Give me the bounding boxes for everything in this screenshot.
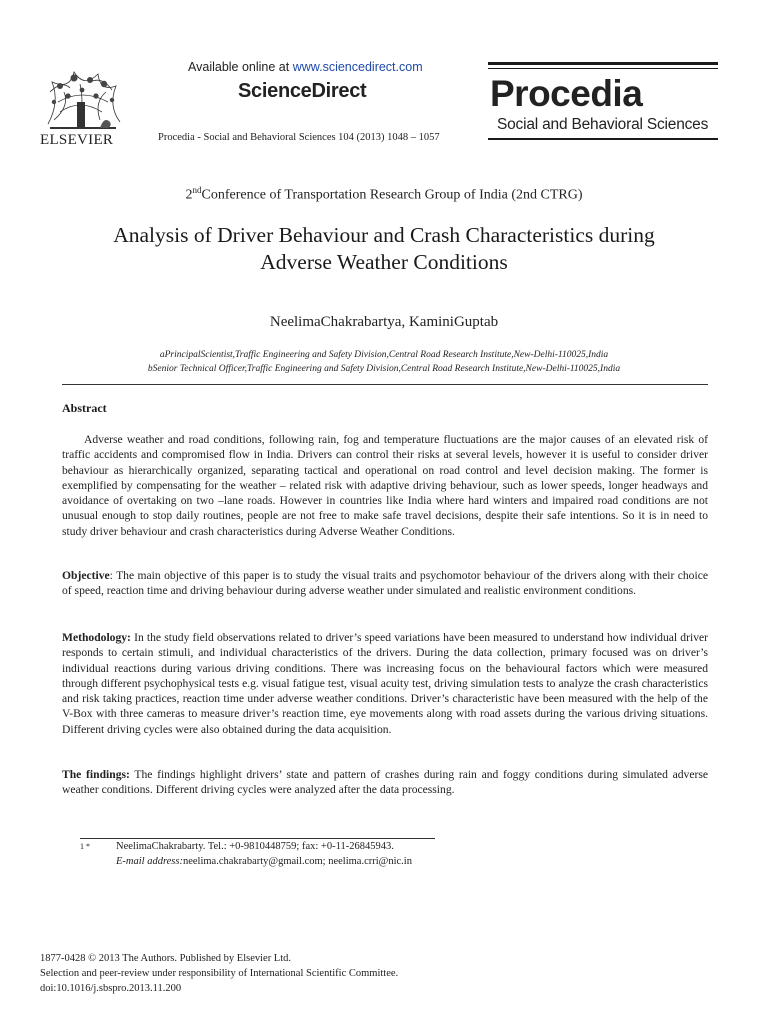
procedia-subtitle: Social and Behavioral Sciences (497, 116, 709, 133)
footnote-contact: NeelimaChakrabarty. Tel.: +0-9810448759; fax: +0-11-26845943. (116, 841, 394, 852)
methodology-paragraph (62, 630, 708, 737)
conference-ordinal-number: 2 (185, 187, 193, 203)
doi-line: doi:10.1016/j.sbspro.2013.11.200 (40, 983, 182, 994)
procedia-top-thin-rule (488, 68, 718, 69)
conference-ordinal-suffix: nd (192, 185, 202, 195)
title-divider (62, 384, 708, 385)
findings-label: The findings: (62, 768, 130, 781)
elsevier-wordmark: ELSEVIER (40, 132, 114, 148)
affiliation-b: bSenior Technical Officer,Traffic Engineering and Safety Division,Central Road Research Institute,New-Delhi-110025,India (147, 364, 621, 374)
footnote-email-value: neelima.chakrabarty@gmail.com; neelima.crri@nic.in (182, 856, 412, 867)
conference-name: Conference of Transportation Research Group of India (2nd CTRG) (201, 187, 583, 203)
footnote-marker: 1 * (80, 842, 90, 851)
abstract-intro-paragraph: Adverse weather and road conditions, following rain, fog and temperature fluctuations are the major causes of an elevated risk of traffic accidents and compromised flow in India. Drivers can control their risks at several levels, however it is useful to consider driver behaviour as hierarchically organized, separating tactical and operational on road control and level decision making. The former is exemplified by compensating for the weather – related risk with adaptive driving behaviour, such as lower speeds, longer headways and avoidance of overtaking on two –lane roads. However in countries like India where hard winters and impaired road conditions are not unusual enough to stop daily routines, people are not free to make safe travel decisions, despite their safe intentions. So it is in need to study driver behaviour and crash characteristics during Adverse Weather Conditions. (62, 433, 708, 538)
objective-label: Objective (62, 569, 110, 582)
objective-text: : The main objective of this paper is to study the visual traits and psychomotor behaviour of the drivers along with their choice of speed, reaction time and driving behaviour during adverse weather under simulated and realistic environment conditions. (62, 569, 708, 598)
affiliation-a: aPrincipalScientist,Traffic Engineering and Safety Division,Central Road Research Institute,New-Delhi-110025,India (159, 350, 609, 360)
findings-text: The findings highlight drivers’ state and pattern of crashes during rain and foggy conditions during simulated adverse weather conditions. Different driving cycles were analyzed after the data processing. (62, 768, 708, 797)
paper-title-line-2: Adverse Weather Conditions (260, 250, 508, 274)
available-online-prefix: Available online at (188, 60, 293, 74)
copyright-line: 1877-0428 © 2013 The Authors. Published by Elsevier Ltd. (40, 953, 292, 964)
objective-paragraph (62, 568, 708, 599)
peer-review-line: Selection and peer-review under responsibility of International Scientific Committee. (40, 968, 399, 979)
sciencedirect-wordmark: ScienceDirect (238, 80, 367, 102)
paper-title (40, 222, 728, 276)
available-online-line (188, 60, 423, 74)
sciencedirect-link[interactable]: www.sciencedirect.com (292, 60, 423, 74)
footnote-email (116, 856, 412, 867)
conference-line (0, 185, 768, 204)
procedia-wordmark: Procedia (490, 73, 643, 114)
paper-title-line-1: Analysis of Driver Behaviour and Crash Characteristics during (113, 223, 655, 247)
footnote-email-label: E-mail address: (116, 856, 183, 867)
methodology-label: Methodology: (62, 631, 131, 644)
procedia-top-rule (488, 62, 718, 65)
methodology-text: In the study field observations related to driver’s speed variations have been measured to understand how individual driver responds to certain stimuli, and individual characteristics of the drivers. During the data collection, primary focused was on driver’s individual reactions during various driving conditions. There was increasing focus on the behavioural factors which were measured through different psychophysical tests e.g. visual fatigue test, visual acuity test, driving simulation tests to analyze the crash characteristics and risk taking practices, reaction time under adverse weather conditions. Driver’s characteristic have been measured with the help of the V-Box with three cameras to measure driver’s reaction time, eye movements along with road assets during the various driving situations. Different driving cycles were also obtained during the data acquisition. (62, 631, 708, 736)
findings-paragraph (62, 767, 708, 798)
procedia-bottom-rule (488, 138, 718, 140)
abstract-heading: Abstract (62, 401, 107, 415)
authors: NeelimaChakrabartya, KaminiGuptab (269, 314, 499, 330)
footnote-rule (80, 838, 435, 839)
journal-reference: Procedia - Social and Behavioral Sciences 104 (2013) 1048 – 1057 (158, 132, 440, 143)
